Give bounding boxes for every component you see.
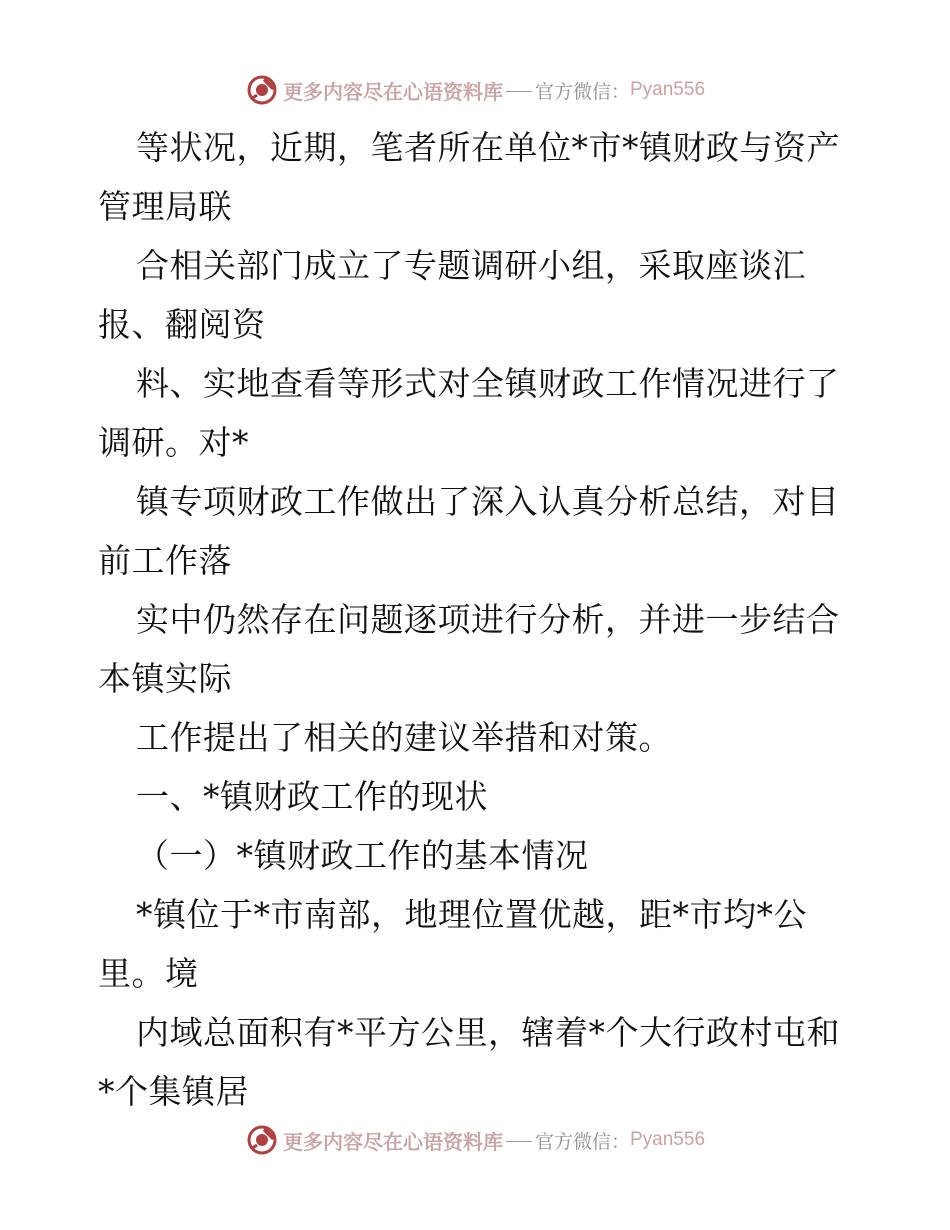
- text-line: 实中仍然存在问题逐项进行分析，并进一步结合: [136, 600, 840, 639]
- footer-watermark: [0, 1120, 950, 1160]
- header-watermark: [0, 70, 950, 110]
- section-heading: 一、*镇财政工作的现状: [136, 777, 488, 816]
- text-line: 等状况，近期，笔者所在单位*市*镇财政与资产: [136, 128, 840, 167]
- text-line: 内域总面积有*平方公里，辖着*个大行政村屯和: [136, 1013, 840, 1052]
- watermark-wechat-id: Pyan556: [630, 1129, 706, 1150]
- text-line: 前工作落: [98, 541, 232, 580]
- text-line: 本镇实际: [98, 659, 232, 698]
- text-line: *镇位于*市南部，地理位置优越，距*市均*公: [136, 895, 807, 934]
- seal-logo-icon: [245, 73, 279, 107]
- document-body: [98, 118, 858, 1121]
- watermark-dash: [506, 91, 532, 92]
- text-line: 报、翻阅资: [98, 305, 266, 344]
- text-line: 合相关部门成立了专题调研小组，采取座谈汇: [136, 246, 806, 285]
- watermark-brand: 更多内容尽在心语资料库: [282, 1129, 503, 1154]
- text-line: 管理局联: [98, 187, 232, 226]
- watermark-dash: [506, 1141, 532, 1142]
- text-line: 料、实地查看等形式对全镇财政工作情况进行了: [136, 364, 840, 403]
- subsection-heading: （一）*镇财政工作的基本情况: [136, 836, 589, 875]
- watermark-brand: 更多内容尽在心语资料库: [282, 79, 503, 104]
- watermark-official-label: 官方微信：: [534, 80, 630, 103]
- text-line: 镇专项财政工作做出了深入认真分析总结，对目: [136, 482, 840, 521]
- seal-logo-icon: [245, 1123, 279, 1157]
- watermark-official-label: 官方微信：: [534, 1130, 630, 1153]
- text-line: 调研。对*: [98, 423, 249, 462]
- text-line: *个集镇居: [98, 1072, 249, 1111]
- text-line: 工作提出了相关的建议举措和对策。: [136, 718, 672, 757]
- watermark-wechat-id: Pyan556: [630, 79, 706, 100]
- text-line: 里。境: [98, 954, 199, 993]
